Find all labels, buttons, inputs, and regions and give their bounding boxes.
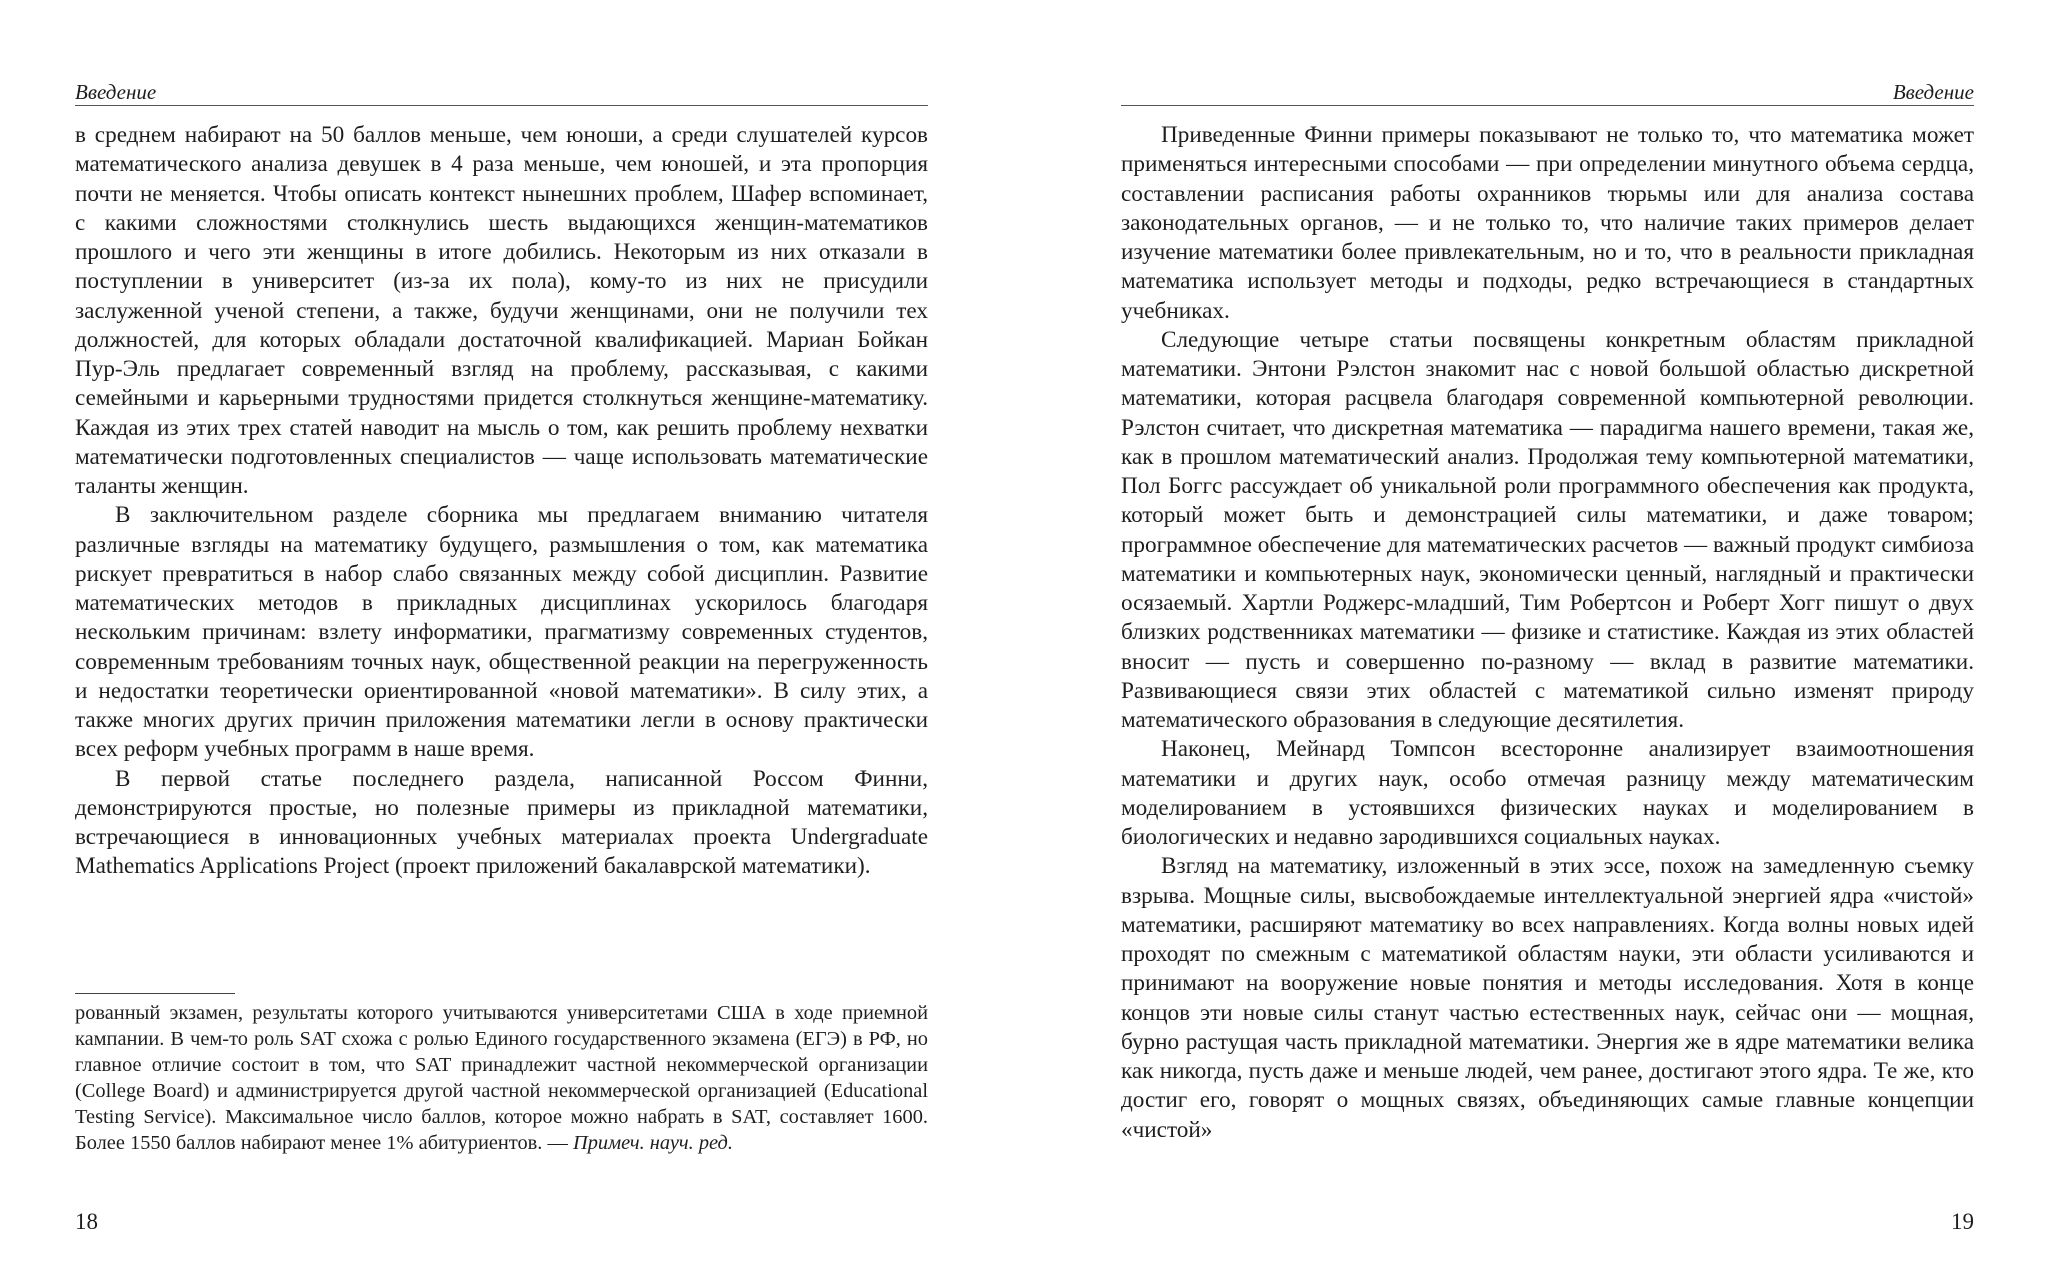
page-number: 19 <box>1951 1209 1974 1234</box>
paragraph: Следующие четыре статьи посвящены конкретным областям прикладной математики. Энтони Рэлстон знакомит нас с новой большой областью дискретной математики, которая расцвела благодаря современной компьютерной революции. Рэлстон считает, что дискретная математика — парадигма нашего времени, такая же, как в прошлом математический анализ. Продолжая тему компьютерной математики, Пол Боггс рассуждает об уникальной роли программного обеспечения как продукта, который может быть и демонстрацией силы математики, и даже товаром; программное обеспечение для математических расчетов — важный продукт симбиоза математики и компьютерных наук, экономически ценный, наглядный и практически осязаемый. Хартли Роджерс-младший, Тим Робертсон и Роберт Хогг пишут о двух близких родственниках математики — физике и статистике. Каждая из этих областей вносит — пусть и совершенно по-разному — вклад в развитие математики. Развивающиеся связи этих областей с математикой сильно изменят природу математического образования в следующие десятилетия. <box>1121 326 1974 733</box>
running-head: Введение <box>75 78 928 106</box>
footnote-text: рованный экзамен, результаты которого учитываются университетами США в ходе приемной кампании. В чем-то роль SAT схожа с ролью Единого государственного экзамена (ЕГЭ) в РФ, но главное отличие состоит в том, что SAT принадлежит частной некоммерческой организации (College Board) и администрируется другой частной некоммерческой организацией (Educational Testing Service). Максимальное число баллов, которое можно набрать в SAT, составляет 1600. Более 1550 баллов набирают менее 1% абитуриентов. — <box>75 1002 928 1155</box>
page-number: 18 <box>75 1209 98 1234</box>
paragraph: В заключительном разделе сборника мы предлагаем вниманию читателя различные взгляды на математику будущего, размышления о том, как математика рискует превратиться в набор слабо связанных между собой дисциплин. Развитие математических методов в прикладных дисциплинах ускорилось благодаря нескольким причинам: взлету информатики, прагматизму современных студентов, современным требованиям точных наук, общественной реакции на перегруженность и недостатки теоретически ориентированной «новой математики». В силу этих, а также многих других причин приложения математики легли в основу практически всех реформ учебных программ в наше время. <box>75 502 928 763</box>
right-page <box>1121 78 1974 1258</box>
footnote <box>75 1000 928 1157</box>
paragraph: В первой статье последнего раздела, написанной Россом Финни, демонстрируются простые, но полезные примеры из прикладной математики, встречающиеся в инновационных учебных материалах проекта Undergraduate Mathematics Applications Project (проект приложений бакалаврской математики). <box>75 765 928 880</box>
left-page <box>75 78 928 1258</box>
body-text <box>1121 121 1974 1145</box>
paragraph: Приведенные Финни примеры показывают не только то, что математика может применяться интересными способами — при определении минутного объема сердца, составлении расписания работы охранников тюрьмы или для анализа состава законодательных органов, — и не только то, что наличие таких примеров делает изучение математики более привлекательным, но и то, что в реальности прикладная математика использует методы и подходы, редко встречающиеся в стандартных учебниках. <box>1121 122 1974 324</box>
footnote-editor-note: Примеч. науч. ред. <box>572 1132 733 1155</box>
body-text <box>75 121 928 882</box>
paragraph: в среднем набирают на 50 баллов меньше, чем юноши, а среди слушателей курсов математического анализа девушек в 4 раза меньше, чем юношей, и эта пропорция почти не меняется. Чтобы описать контекст нынешних проблем, Шафер вспоминает, с какими сложностями столкнулись шесть выдающихся женщин-математиков прошлого и чего эти женщины в итоге добились. Некоторым из них отказали в поступлении в университет (из-за их пола), кому-то из них не присудили заслуженной ученой степени, а также, будучи женщинами, они не получили тех должностей, для которых обладали достаточной квалификацией. Мариан Бойкан Пур-Эль предлагает современный взгляд на проблему, рассказывая, с какими семейными и карьерными трудностями придется столкнуться женщине-математику. Каждая из этих трех статей наводит на мысль о том, как решить проблему нехватки математически подготовленных специалистов — чаще использовать математические таланты женщин. <box>75 122 928 499</box>
paragraph: Наконец, Мейнард Томпсон всесторонне анализирует взаимоотношения математики и других наук, особо отмечая разницу между математическим моделированием в устоявшихся физических науках и моделированием в биологических и недавно зародившихся социальных науках. <box>1121 736 1974 850</box>
paragraph: Взгляд на математику, изложенный в этих эссе, похож на замедленную съемку взрыва. Мощные силы, высвобождаемые интеллектуальной энергией ядра «чистой» математики, расширяют математику во всех направлениях. Когда волны новых идей проходят по смежным с математикой областям науки, эти области усиливаются и принимают на вооружение новые понятия и методы исследования. Хотя в конце концов эти новые силы станут частью естественных наук, сейчас они — мощная, бурно растущая часть прикладной математики. Энергия же в ядре математики велика как никогда, пусть даже и меньше людей, чем ранее, достигают этого ядра. Те же, кто достиг его, говорят о мощных связях, объединяющих самые главные концепции «чистой» <box>1121 853 1974 1143</box>
running-head: Введение <box>1121 78 1974 106</box>
footnote-rule <box>75 993 235 994</box>
